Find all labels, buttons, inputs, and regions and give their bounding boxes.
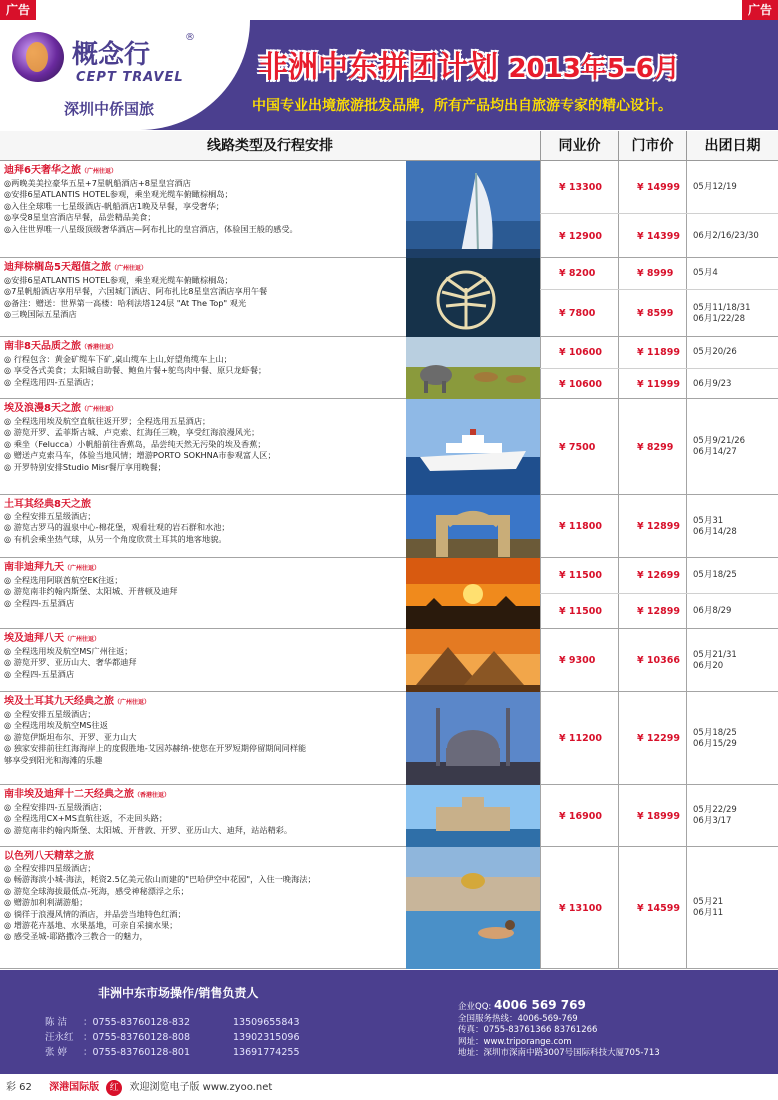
departure-date: 06月15/29 — [693, 738, 737, 749]
footer-title: 非洲中东市场操作/销售负责人 — [98, 986, 259, 1000]
route-gateway: （香港往返） — [134, 792, 171, 799]
slogan: 中国专业出境旅游批发品牌，所有产品均出自旅游专家的精心设计。 — [252, 98, 672, 114]
title-text: 非洲中东拼团计划 — [258, 50, 498, 85]
route-name — [4, 164, 405, 178]
route-gateway: （广州往返） — [80, 406, 117, 413]
itinerary-line: ◎入住世界唯一八星级顶级奢华酒店—阿布扎比的皇宫酒店，体验国王般的感受。 — [4, 223, 298, 234]
departure-dates — [686, 161, 778, 213]
palm-island-photo — [406, 258, 540, 337]
departure-dates — [686, 629, 778, 692]
route-block — [0, 258, 778, 337]
itinerary-line: ◎ 乘坐（Felucca）小帆船前往香蕉岛，品尝纯天然无污染的埃及香蕉； — [4, 438, 266, 449]
route-title: 南非8天品质之旅 — [4, 341, 81, 352]
price-row — [540, 785, 778, 847]
departure-dates — [686, 258, 778, 289]
route-name — [4, 788, 405, 802]
company-info — [458, 1000, 660, 1060]
retail-price: ¥ 12699 — [618, 558, 686, 593]
departure-date: 05月31 — [693, 515, 724, 526]
route-name — [4, 261, 405, 275]
site-url: www.zyoo.net — [202, 1082, 273, 1093]
itinerary-line: ◎ 全程选用埃及航空MS往返 — [4, 720, 108, 731]
footer-contacts — [0, 970, 778, 1074]
contact-tel: ：0755-83760128-801 — [83, 1047, 191, 1058]
route-title: 迪拜棕榈岛5天超值之旅 — [4, 262, 111, 273]
departure-dates — [686, 785, 778, 847]
peer-price: ¥ 7500 — [540, 399, 618, 495]
contact-tel: ：0755-83760128-832 — [83, 1017, 191, 1028]
itinerary-line: ◎ 游览南非约翰内斯堡、太阳城、开普敦、开罗、亚历山大、迪拜，站站精彩。 — [4, 824, 293, 835]
retail-price: ¥ 12899 — [618, 594, 686, 629]
route-title: 迪拜6天奢华之旅 — [4, 165, 81, 176]
sunset-photo — [406, 558, 540, 629]
departure-date: 06月2/16/23/30 — [693, 230, 759, 241]
retail-price: ¥ 14599 — [618, 847, 686, 969]
itinerary-line: ◎ 赠游加利利湖游船； — [4, 897, 88, 908]
edition-name: 深港国际版 — [49, 1082, 100, 1093]
route-title: 埃及土耳其九天经典之旅 — [4, 696, 114, 707]
peer-price: ¥ 7800 — [540, 290, 618, 337]
departure-date: 06月9/23 — [693, 378, 732, 389]
itinerary-line: ◎ 享受各式美食；太阳城自助餐、鲍鱼片餐+鸵鸟肉中餐、原只龙虾餐； — [4, 365, 267, 376]
departure-date: 05月4 — [693, 268, 718, 278]
peer-price: ¥ 11200 — [540, 692, 618, 785]
departure-date: 05月20/26 — [693, 347, 737, 357]
route-title: 土耳其经典8天之旅 — [4, 499, 91, 510]
peer-price: ¥ 13100 — [540, 847, 618, 969]
retail-price: ¥ 12899 — [618, 495, 686, 558]
departure-date: 06月1/22/28 — [693, 313, 746, 324]
retail-price: ¥ 11899 — [618, 337, 686, 368]
price-row — [540, 213, 778, 258]
itinerary-line: ◎7星帆船酒店享用早餐，六国城门酒店、阿布扎比8星皇宫酒店享用午餐 — [4, 286, 268, 297]
route-gateway: （广州往返） — [64, 565, 101, 572]
route-table — [0, 131, 778, 969]
brand-name: 概念行 — [72, 40, 151, 70]
itinerary-line: ◎ 全程选用四-五星酒店； — [4, 376, 99, 387]
column-retail-price: 门市价 — [618, 131, 686, 161]
itinerary-line: ◎ 全程四-五星酒店 — [4, 597, 75, 608]
retail-price: ¥ 8999 — [618, 258, 686, 289]
itinerary-line: ◎ 游览伊斯坦布尔、开罗、亚力山大 — [4, 731, 137, 742]
departure-dates — [686, 558, 778, 593]
retail-price: ¥ 14999 — [618, 161, 686, 213]
departure-date: 05月12/19 — [693, 181, 737, 192]
column-dates: 出团日期 — [686, 131, 778, 161]
itinerary-line: ◎三晚国际五星酒店 — [4, 309, 77, 320]
route-description — [0, 629, 405, 692]
departure-dates — [686, 290, 778, 337]
qq-label: 企业QQ: — [458, 1002, 492, 1012]
jerusalem-photo — [406, 847, 540, 969]
column-peer-price: 同业价 — [540, 131, 618, 161]
itinerary-line: ◎ 全程安排五星级酒店； — [4, 709, 96, 719]
peer-price: ¥ 9300 — [540, 629, 618, 692]
departure-dates — [686, 495, 778, 558]
itinerary-line: ◎ 增游花卉基地、水果基地，可亲自采摘水果； — [4, 920, 178, 931]
itinerary-line: 够享受到阳光和海滩的乐趣 — [4, 754, 103, 765]
itinerary-line: ◎ 全程安排四星级酒店； — [4, 863, 96, 873]
peer-price: ¥ 11500 — [540, 594, 618, 629]
price-row — [540, 847, 778, 969]
route-title: 埃及浪漫8天之旅 — [4, 403, 81, 414]
price-row — [540, 495, 778, 558]
route-name — [4, 498, 405, 511]
itinerary-line: ◎ 畅游海滨小城-海法，耗资2.5亿美元依山而建的"巴哈伊空中花园"，入住一晚海法； — [4, 874, 316, 885]
peer-price: ¥ 12900 — [540, 214, 618, 258]
route-name — [4, 632, 405, 646]
price-row — [540, 629, 778, 692]
route-name — [4, 561, 405, 575]
itinerary-line: ◎享受8星皇宫酒店早餐，品尝精品美食； — [4, 212, 156, 223]
website: 网址：www.triporange.com — [458, 1036, 572, 1047]
departure-dates — [686, 692, 778, 785]
departure-dates — [686, 594, 778, 629]
itinerary-line: ◎ 游览开罗、孟菲斯古城、卢克索、红海任三晚，享受红海浪漫风光； — [4, 427, 260, 438]
welcome-text: 欢迎浏览电子版 — [129, 1082, 200, 1093]
page-title — [258, 42, 680, 86]
price-row — [540, 558, 778, 593]
registered-mark: ® — [185, 32, 195, 43]
route-gateway: （广州往返） — [80, 168, 117, 175]
route-description — [0, 399, 405, 495]
route-description — [0, 161, 405, 258]
route-description — [0, 337, 405, 399]
itinerary-line: ◎入住全球唯一七星级酒店-帆船酒店1晚及早餐，享受奢华； — [4, 200, 224, 211]
route-gateway: （广州往返） — [110, 265, 147, 272]
contact-row — [45, 1014, 300, 1028]
contact-mobile: 13691774255 — [233, 1047, 300, 1058]
route-block — [0, 785, 778, 847]
itinerary-line: ◎ 感受圣城-耶路撒冷三教合一的魅力， — [4, 931, 148, 942]
agency-name: 深圳中侨国旅 — [64, 100, 155, 118]
route-block — [0, 629, 778, 692]
route-name — [4, 340, 405, 354]
retail-price: ¥ 10366 — [618, 629, 686, 692]
itinerary-line: ◎ 游览开罗、亚历山大、奢华都迪拜 — [4, 657, 137, 668]
route-block — [0, 558, 778, 629]
route-description — [0, 847, 405, 969]
departure-dates — [686, 847, 778, 969]
itinerary-line: ◎ 独家安排前往红海海岸上的度假胜地-艾因苏赫纳-使您在开罗短期停留期间同样能 — [4, 743, 307, 754]
price-row — [540, 399, 778, 495]
retail-price: ¥ 12299 — [618, 692, 686, 785]
itinerary-line: ◎ 游览古罗马的温泉中心-棉花堡，观看壮观的岩石群和水池； — [4, 522, 230, 533]
departure-dates — [686, 369, 778, 399]
itinerary-line: ◎安排6星ATLANTIS HOTEL参观，乘坐观光缆车俯瞰棕榈岛； — [4, 275, 233, 285]
departure-dates — [686, 214, 778, 258]
itinerary-line: ◎备注：赠送：世界第一高楼：哈利法塔124层 "At The Top" 观光 — [4, 297, 247, 308]
fax: 传真：0755-83761366 83761266 — [458, 1025, 598, 1035]
peer-price: ¥ 10600 — [540, 337, 618, 368]
page-number: 彩 62 — [6, 1082, 32, 1093]
route-title: 南非迪拜九天 — [4, 562, 64, 573]
departure-dates — [686, 337, 778, 368]
itinerary-line: ◎ 赠送卢克索马车，体验当地风情；增游PORTO SOKHNA市参观富人区； — [4, 450, 276, 461]
title-date: 2013年5-6月 — [508, 54, 680, 84]
hotline: 全国服务热线：4006-569-769 — [458, 1013, 578, 1024]
peer-price: ¥ 8200 — [540, 258, 618, 289]
route-name — [4, 402, 405, 416]
mosque-photo — [406, 692, 540, 785]
route-description — [0, 558, 405, 629]
itinerary-line: ◎ 全程选用埃及航空直航往返开罗；全程选用五星酒店； — [4, 416, 211, 426]
itinerary-line: ◎ 行程包含：黄金矿缆车下矿,桌山缆车上山,好望角缆车上山； — [4, 354, 232, 364]
itinerary-line: ◎ 开罗特别安排Studio Misr餐厅享用晚餐； — [4, 461, 166, 472]
contact-row — [45, 1044, 300, 1058]
retail-price: ¥ 18999 — [618, 785, 686, 847]
brand-logo-icon — [12, 32, 64, 82]
route-title: 南非埃及迪拜十二天经典之旅 — [4, 789, 134, 800]
route-block — [0, 161, 778, 258]
peer-price: ¥ 16900 — [540, 785, 618, 847]
peer-price: ¥ 13300 — [540, 161, 618, 213]
safari-photo — [406, 337, 540, 399]
itinerary-line: ◎ 游览全球海拔最低点-死海，感受神秘漂浮之乐； — [4, 885, 189, 896]
price-row — [540, 368, 778, 399]
route-title: 埃及迪拜八天 — [4, 633, 64, 644]
price-row — [540, 258, 778, 289]
departure-date: 06月14/28 — [693, 526, 737, 537]
header-banner — [0, 20, 778, 130]
itinerary-line: ◎ 全程安排四-五星级酒店； — [4, 802, 107, 812]
itinerary-line: ◎ 全程选用CX+MS直航往返，不走回头路； — [4, 813, 168, 824]
route-title: 以色列八天精萃之旅 — [4, 851, 94, 862]
retail-price: ¥ 8299 — [618, 399, 686, 495]
ruins-photo — [406, 495, 540, 558]
itinerary-line: ◎ 全程选用阿联酋航空EK往返； — [4, 575, 123, 585]
itinerary-line: ◎两晚美美拉豪华五星+7星帆船酒店+8星皇宫酒店 — [4, 178, 191, 188]
route-block — [0, 399, 778, 495]
price-row — [540, 161, 778, 213]
burj-al-arab-photo — [406, 161, 540, 258]
itinerary-line: ◎ 游览南非约翰内斯堡、太阳城、开普顿及迪拜 — [4, 586, 178, 597]
departure-date: 06月14/27 — [693, 447, 737, 457]
route-name — [4, 850, 405, 863]
route-description — [0, 495, 405, 558]
route-block — [0, 847, 778, 969]
departure-dates — [686, 399, 778, 495]
itinerary-line: ◎ 有机会乘坐热气球，从另一个角度欣赏土耳其的地客地貌。 — [4, 533, 227, 544]
edition-badge: 红 — [106, 1080, 122, 1096]
contact-name: 张 婷 — [45, 1047, 68, 1058]
contact-tel: ：0755-83760128-808 — [83, 1032, 191, 1043]
peer-price: ¥ 10600 — [540, 369, 618, 399]
route-block — [0, 337, 778, 399]
departure-date: 05月21 — [693, 897, 724, 907]
route-description — [0, 258, 405, 337]
retail-price: ¥ 8599 — [618, 290, 686, 337]
departure-date: 05月11/18/31 — [693, 302, 751, 313]
departure-date: 06月11 — [693, 908, 724, 918]
pyramids-photo — [406, 629, 540, 692]
departure-date: 05月21/31 — [693, 649, 737, 660]
departure-date: 05月18/25 — [693, 570, 737, 580]
route-name — [4, 695, 405, 709]
departure-date: 05月22/29 — [693, 805, 737, 815]
column-route: 线路类型及行程安排 — [207, 138, 333, 154]
peer-price: ¥ 11800 — [540, 495, 618, 558]
contact-name: 陈 洁 — [45, 1017, 68, 1028]
price-row — [540, 289, 778, 337]
peer-price: ¥ 11500 — [540, 558, 618, 593]
departure-date: 06月8/29 — [693, 606, 732, 616]
cruise-photo — [406, 399, 540, 495]
contact-mobile: 13902315096 — [233, 1032, 300, 1043]
brand-english: CEPT TRAVEL — [76, 70, 184, 85]
route-description — [0, 785, 405, 847]
retail-price: ¥ 11999 — [618, 369, 686, 399]
route-gateway: （广州往返） — [114, 699, 151, 706]
itinerary-line: ◎安排6星ATLANTIS HOTEL参观，乘坐观光缆车俯瞰棕榈岛； — [4, 189, 233, 200]
itinerary-line: ◎ 全程四-五星酒店 — [4, 668, 75, 679]
price-row — [540, 593, 778, 629]
itinerary-line: ◎ 全程安排五星级酒店； — [4, 511, 96, 521]
table-header — [0, 131, 778, 161]
qq-number: 4006 569 769 — [493, 998, 586, 1012]
contact-row — [45, 1029, 300, 1043]
retail-price: ¥ 14399 — [618, 214, 686, 258]
route-block — [0, 692, 778, 785]
route-gateway: （香港往返） — [80, 344, 117, 351]
departure-date: 05月9/21/26 — [693, 436, 746, 446]
route-block — [0, 495, 778, 558]
contact-name: 汪永红 — [45, 1032, 74, 1043]
page-bar — [0, 1076, 778, 1100]
departure-date: 06月20 — [693, 660, 724, 671]
route-gateway: （广州往返） — [64, 636, 101, 643]
itinerary-line: ◎ 徜徉于浪漫风情的酒店，并品尝当地特色红酒； — [4, 908, 186, 919]
departure-date: 06月3/17 — [693, 816, 732, 826]
price-row — [540, 692, 778, 785]
price-row — [540, 337, 778, 368]
ad-tag-right: 广告 — [742, 0, 778, 20]
route-description — [0, 692, 405, 785]
fortress-photo — [406, 785, 540, 847]
address: 地址：深圳市深南中路3007号国际科技大厦705-713 — [458, 1048, 660, 1058]
ad-tag-left: 广告 — [0, 0, 36, 20]
itinerary-line: ◎ 全程选用埃及航空MS广州往返； — [4, 646, 133, 656]
contact-mobile: 13509655843 — [233, 1017, 300, 1028]
departure-date: 05月18/25 — [693, 727, 737, 738]
